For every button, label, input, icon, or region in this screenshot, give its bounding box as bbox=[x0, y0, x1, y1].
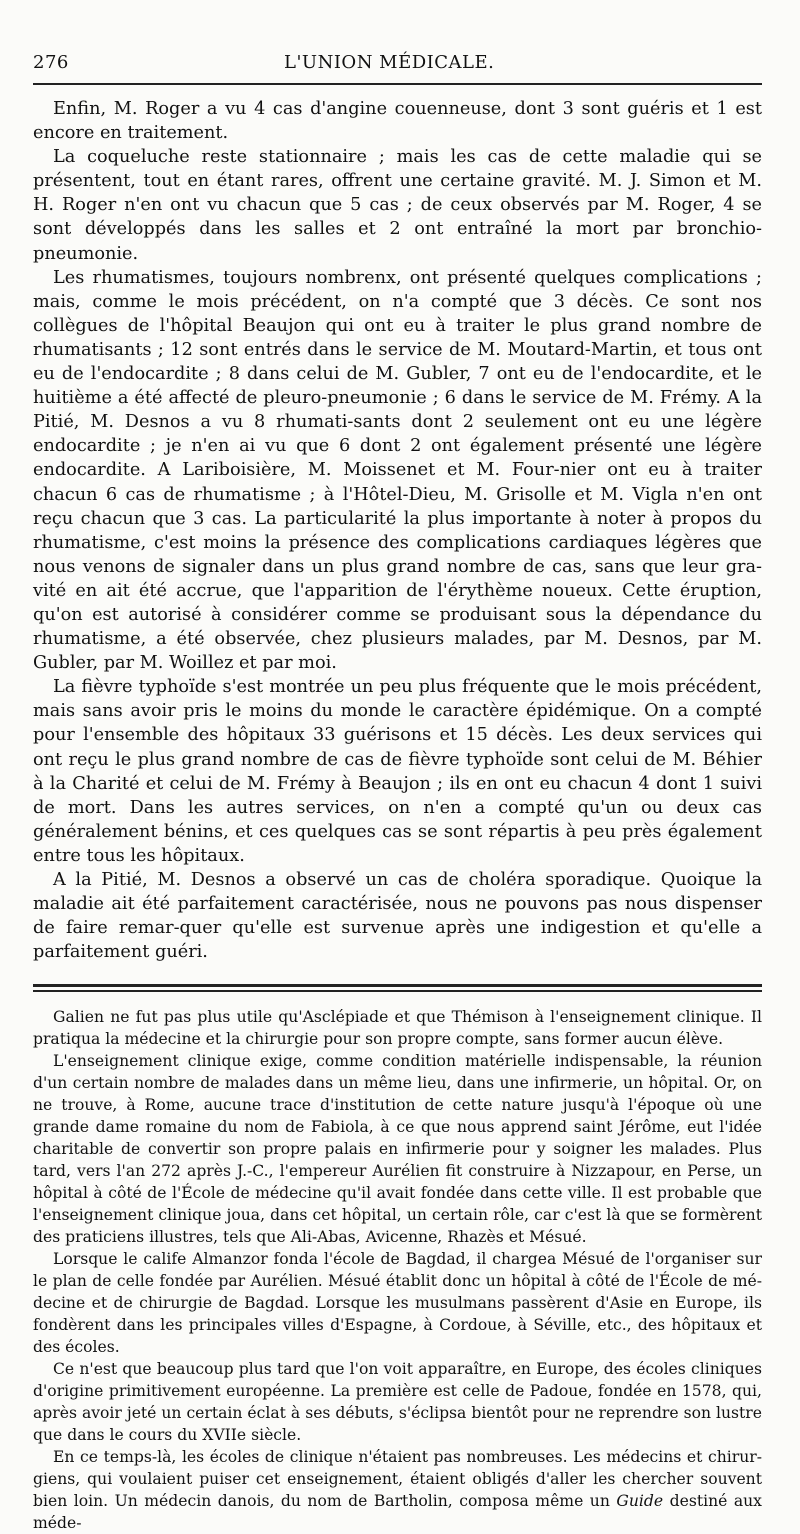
note-galien: Galien ne fut pas plus utile qu'Asclépiade et que Thémison à l'enseignement clinique. Il pratiqua la médecine et la chirurgie pour son propre compte, sans former aucun élève. bbox=[33, 1008, 762, 1049]
paragraph-fievre-typhoide: La fièvre typhoïde s'est montrée un peu plus fréquente que le mois précédent, mais sans avoir pris le moins du monde le caractère épidémique. On a compté pour l'ensemble des hôpitaux 33 guérisons et 15 décès. Les deux services qui ont reçu le plus grand nombre de cas de fièvre typhoïde sont celui de M. Béhier à la Charité et celui de M. Frémy à Beaujon ; ils en ont eu chacun 4 dont 1 suivi de mort. Dans les autres services, on n'en a compté qu'un ou deux cas généralement bénins, et ces quelques cas se sont répartis à peu près également entre tous les hôpitaux. bbox=[33, 677, 762, 866]
paragraph-cholera: A la Pitié, M. Desnos a observé un cas de choléra sporadique. Quoique la maladie ait été parfaitement caractérisée, nous ne pouvons pas nous dispenser de faire remar-quer qu'elle est survenue après une indigestion et qu'elle a parfaitement guéri. bbox=[33, 870, 762, 963]
feuilleton-text bbox=[33, 1006, 762, 1534]
running-title: L'UNION MÉDICALE. bbox=[284, 52, 495, 73]
guide-title: Guide bbox=[616, 1492, 664, 1511]
paragraph-rhumatismes: Les rhumatismes, toujours nombrenx, ont présenté quelques complications ; mais, comme le mois précédent, on n'a compté que 3 décès. Ce sont nos collègues de l'hôpital Beaujon qui ont eu à traiter le plus grand nombre de rhumatisants ; 12 sont entrés dans le service de M. Moutard-Martin, et tous ont eu de l'endocardite ; 8 dans celui de M. Gubler, 7 ont eu de l'endocardite, et le huitième a été affecté de pleuro-pneumonie ; 6 dans le service de M. Frémy. A la Pitié, M. Desnos a vu 8 rhumati-sants dont 2 seulement ont eu une légère endocardite ; je n'en ai vu que 6 dont 2 ont également présenté une légère endocardite. A Lariboisière, M. Moissenet et M. Four-nier ont eu à traiter chacun 6 cas de rhumatisme ; à l'Hôtel-Dieu, M. Grisolle et M. Vigla n'en ont reçu chacun que 3 cas. La particularité la plus importante à noter à propos du rhumatisme, c'est moins la présence des complications cardiaques légères que nous venons de signaler dans un plus grand nombre de cas, sans que leur gra-vité en ait été accrue, que l'apparition de l'érythème noueux. Cette éruption, qu'on est autorisé à considérer comme se produisant sous la dépendance du rhumatisme, a été observée, chez plusieurs malades, par M. Desnos, par M. Gubler, par M. Woillez et par moi. bbox=[33, 267, 762, 674]
page-number: 276 bbox=[33, 52, 69, 73]
main-text bbox=[33, 97, 762, 964]
note-bagdad: Lorsque le calife Almanzor fonda l'école de Bagdad, il chargea Mésué de l'organiser sur le plan de celle fondée par Aurélien. Mésué établit donc un hôpital à côté de l'École de mé-decine et de chirurgie de Bagdad. Lorsque les musulmans passèrent d'Asie en Europe, ils fondèrent dans les principales villes d'Espagne, à Cordoue, à Séville, etc., des hôpitaux et des écoles. bbox=[33, 1250, 762, 1357]
page-header bbox=[33, 52, 762, 73]
header-rule bbox=[33, 83, 762, 85]
note-bartholin-end: destiné aux méde- bbox=[33, 1492, 762, 1533]
note-bartholin bbox=[33, 1446, 762, 1534]
note-padoue: Ce n'est que beaucoup plus tard que l'on voit apparaître, en Europe, des écoles cliniques d'origine primitivement européenne. La première est celle de Padoue, fondée en 1578, qui, après avoir jeté un certain éclat à ses débuts, s'éclipsa bientôt pour ne reprendre son lustre que dans le cours du XVIIe siècle. bbox=[33, 1360, 762, 1445]
paragraph-coqueluche: La coqueluche reste stationnaire ; mais les cas de cette maladie qui se présentent, tout en étant rares, offrent une certaine gravité. M. J. Simon et M. H. Roger n'en ont vu chacun que 5 cas ; de ceux observés par M. Roger, 4 se sont développés dans les salles et 2 ont entraîné la mort par bronchio-pneumonie. bbox=[33, 147, 762, 264]
paragraph-angine: Enfin, M. Roger a vu 4 cas d'angine couenneuse, dont 3 sont guéris et 1 est encore en traitement. bbox=[33, 99, 762, 144]
feuilleton-separator bbox=[33, 984, 762, 992]
note-bartholin-text: En ce temps-là, les écoles de clinique n'étaient pas nombreuses. Les médecins et chirur-giens, qui voulaient puiser cet enseignement, étaient obligés d'aller les chercher souvent bien loin. Un médecin danois, du nom de Bartholin, composa même un bbox=[33, 1448, 762, 1511]
note-enseignement-clinique: L'enseignement clinique exige, comme condition matérielle indispensable, la réunion d'un certain nombre de malades dans un même lieu, dans une infirmerie, un hôpital. Or, on ne trouve, à Rome, aucune trace d'institution de cette nature jusqu'à l'époque où une grande dame romaine du nom de Fabiola, à ce que nous apprend saint Jérôme, eut l'idée charitable de convertir son propre palais en infirmerie pour y soigner les malades. Plus tard, vers l'an 272 après J.-C., l'empereur Aurélien fit construire à Nizzapour, en Perse, un hôpital à côté de l'École de médecine qu'il avait fondée dans cette ville. Il est probable que l'enseignement clinique joua, dans cet hôpital, un certain rôle, car c'est là que se formèrent des praticiens illustres, tels que Ali-Abas, Avicenne, Rhazès et Mésué. bbox=[33, 1052, 762, 1247]
